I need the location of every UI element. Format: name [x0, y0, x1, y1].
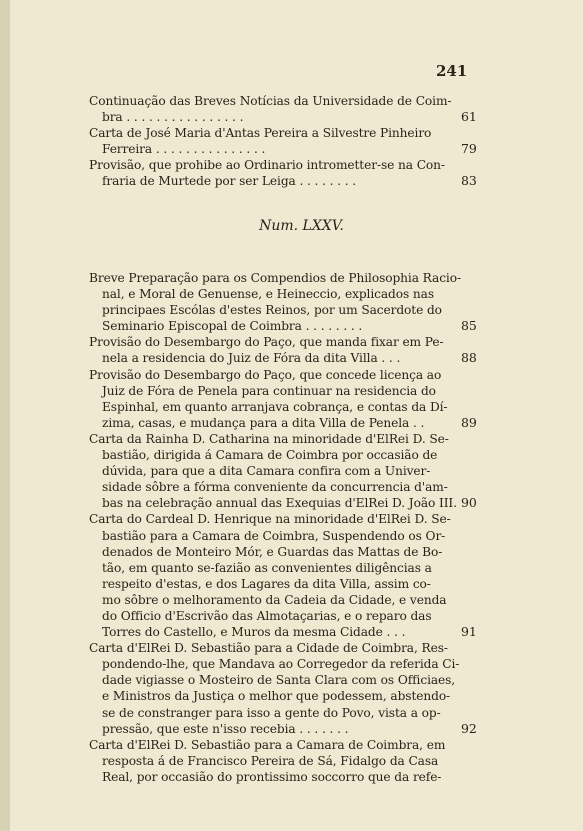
section-entries	[89, 270, 477, 785]
top-entries	[89, 93, 477, 190]
toc-entry	[89, 511, 477, 640]
page-reference: 61	[461, 109, 477, 125]
section-heading: Num. LXXV.	[259, 218, 344, 234]
page-reference: 92	[461, 720, 477, 736]
entry-line: Espinhal, em quanto arranjava cobrança, e contas da Dí-	[102, 399, 448, 414]
entry-line: Provisão do Desembargo do Paço, que manda fixar em Pe-	[89, 335, 444, 350]
entry-line: Breve Preparação para os Compendios de Philosophia Racio-	[89, 271, 461, 285]
entry-line: Carta d'ElRei D. Sebastião para a Camara de Coimbra, em	[89, 737, 446, 752]
page-reference: 83	[461, 173, 477, 189]
entry-line: Ferreira . . . . . . . . . . . . . . .	[102, 142, 266, 157]
page-number: 241	[436, 62, 468, 80]
toc-entry	[89, 157, 477, 189]
entry-line: Carta d'ElRei D. Sebastião para a Cidade de Coimbra, Res-	[89, 641, 448, 656]
entry-line: Torres do Castello, e Muros da mesma Cidade . . .	[102, 625, 406, 640]
entry-line: denados de Monteiro Mór, e Guardas das Mattas de Bo-	[102, 544, 443, 559]
toc-entry	[89, 737, 446, 785]
entry-line: zima, casas, e mudança para a dita Villa de Penela . .	[102, 415, 425, 430]
entry-line: Continuação das Breves Notícias da Universidade de Coim-	[89, 94, 452, 108]
toc-entry	[89, 125, 477, 157]
entry-line: bra . . . . . . . . . . . . . . . .	[102, 110, 244, 125]
page-reference: 88	[461, 350, 477, 366]
entry-line: do Officio d'Escrivão das Almotaçarias, e o reparo das	[102, 608, 432, 623]
entry-line: Juiz de Fóra de Penela para continuar na residencia do	[102, 383, 436, 398]
entry-line: se de constranger para isso a gente do Povo, vista a op-	[102, 705, 441, 720]
entry-line: bastião, dirigida á Camara de Coimbra por occasião de	[102, 448, 438, 463]
entry-line: pressão, que este n'isso recebia . . . . . . .	[102, 721, 349, 736]
page-reference: 91	[461, 624, 477, 640]
entry-line: e Ministros da Justiça o melhor que podessem, abstendo-	[102, 689, 451, 704]
entry-line: bastião para a Camara de Coimbra, Suspendendo os Or-	[102, 528, 446, 543]
entry-line: tão, em quanto se-fazião as convenientes diligências a	[102, 560, 432, 575]
toc-entry	[89, 93, 477, 125]
entry-line: Carta do Cardeal D. Henrique na minoridade d'ElRei D. Se-	[89, 512, 451, 527]
entry-line: sidade sôbre a fórma conveniente da concurrencia d'am-	[102, 480, 448, 495]
page-reference: 85	[461, 318, 477, 334]
entry-line: dúvida, para que a dita Camara confira com a Univer-	[102, 464, 431, 479]
entry-line: principaes Escólas d'estes Reinos, por um Sacerdote do	[102, 303, 442, 318]
entry-line: Provisão do Desembargo do Paço, que concede licença ao	[89, 367, 442, 382]
entry-line: Real, por occasião do prontissimo soccorro que da refe-	[102, 769, 442, 784]
entry-line: Provisão, que prohibe ao Ordinario intrometter-se na Con-	[89, 158, 445, 173]
toc-entry	[89, 334, 477, 366]
entry-line: mo sôbre o melhoramento da Cadeia da Cidade, e venda	[102, 592, 447, 607]
entry-line: nal, e Moral de Genuense, e Heineccio, explicados nas	[102, 287, 434, 302]
entry-line: Carta da Rainha D. Catharina na minoridade d'ElRei D. Se-	[89, 431, 449, 446]
toc-entry	[89, 640, 477, 737]
page-reference: 90	[461, 495, 477, 511]
toc-entry	[89, 367, 477, 431]
toc-entry	[89, 270, 477, 334]
entry-line: pondendo-lhe, que Mandava ao Corregedor da referida Ci-	[102, 657, 460, 672]
page-reference: 89	[461, 414, 477, 430]
entry-line: fraria de Murtede por ser Leiga . . . . . . . .	[102, 174, 357, 189]
entry-line: respeito d'estas, e dos Lagares da dita Villa, assim co-	[102, 576, 431, 591]
entry-line: Seminario Episcopal de Coimbra . . . . . . . .	[102, 319, 363, 334]
entry-line: resposta á de Francisco Pereira de Sá, Fidalgo da Casa	[102, 753, 439, 768]
page-reference: 79	[461, 141, 477, 157]
toc-entry	[89, 431, 477, 511]
entry-line: nela a residencia do Juiz de Fóra da dita Villa . . .	[102, 351, 401, 366]
entry-line: Carta de José Maria d'Antas Pereira a Silvestre Pinheiro	[89, 126, 432, 141]
entry-line: dade vigiasse o Mosteiro de Santa Clara com os Officiaes,	[102, 673, 456, 688]
entry-line: bas na celebração annual das Exequias d'ElRei D. João III.	[102, 496, 457, 511]
